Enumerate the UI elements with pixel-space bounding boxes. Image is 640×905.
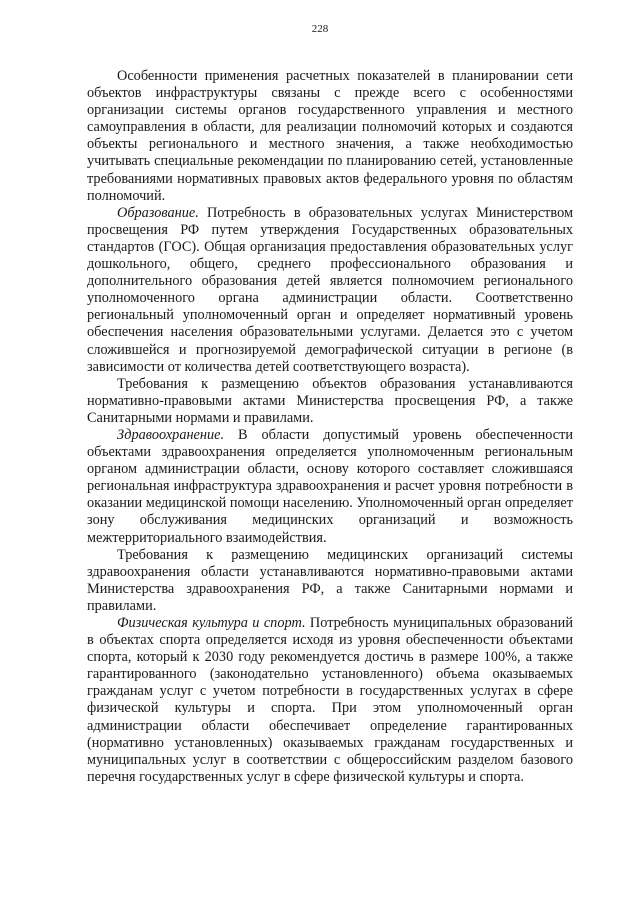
page-number: 228 [311,23,329,35]
document-body [87,68,573,786]
paragraph-healthcare [87,427,573,547]
paragraph-healthcare-requirements [87,547,573,615]
paragraph-sport [87,615,573,786]
paragraph-text: Требования к размещению медицинских организаций системы здравоохранения области устанавливаются нормативно-правовыми актами Министерства здравоохранения РФ, а также Санитарными нормами и правилами. [87,546,573,614]
paragraph-text: Потребность муниципальных образований в объектах спорта определяется исходя из уровня обеспеченности объектами спорта, который к 2030 году рекомендуется достичь в размере 100%, а также гарантированного (законодательно установленного) объема оказываемых гражданам услуг с учетом потребности в государственных услугах в сфере физической культуры и спорта. При этом уполномоченный орган администрации области обеспечивает определение гарантированных (нормативно установленных) оказываемых гражданам государственных и муниципальных услуг в соответствии с общероссийским разделом базового перечня государственных услуг в сфере физической культуры и спорта. [87,615,573,785]
paragraph-intro [87,68,573,205]
paragraph-lead: Образование. [117,204,199,221]
paragraph-text: Требования к размещению объектов образования устанавливаются нормативно-правовыми актами Министерства просвещения РФ, а также Санитарными нормами и правилами. [87,375,573,426]
paragraph-text: Потребность в образовательных услугах Министерством просвещения РФ путем утверждения Государственных образовательных стандартов (ГОС). Общая организация предоставления образовательных услуг дошкольного, общего, среднего профессионального образования и дополнительного образования детей является полномочием регионального уполномоченного органа администрации области. Соответственно региональный уполномоченный орган и определяет нормативный уровень обеспечения населения образовательными услугами. Делается это с учетом сложившейся и прогнозируемой демографической ситуации в регионе (в зависимости от количества детей соответствующего возраста). [87,204,573,375]
paragraph-text: В области допустимый уровень обеспеченности объектами здравоохранения определяется уполномоченным региональным органом администрации области, основу которого составляет сложившаяся региональная инфраструктура здравоохранения и расчет уровня потребности в оказании медицинской помощи населению. Уполномоченный орган определяет зону обслуживания медицинских организаций и возможность межтерриториального взаимодействия. [87,426,573,546]
paragraph-education-requirements [87,376,573,427]
paragraph-text: Особенности применения расчетных показателей в планировании сети объектов инфраструктуры связаны с прежде всего с особенностями организации системы органов государственного управления и местного самоуправления в области, для реализации полномочий которых и создаются объекты регионального и местного значения, а также необходимостью учитывать специальные рекомендации по планированию сетей, установленные требованиями нормативных правовых актов федерального уровня по областям полномочий. [87,68,573,204]
paragraph-lead: Физическая культура и спорт. [117,615,306,631]
paragraph-lead: Здравоохранение. [117,426,225,443]
paragraph-education [87,205,573,376]
